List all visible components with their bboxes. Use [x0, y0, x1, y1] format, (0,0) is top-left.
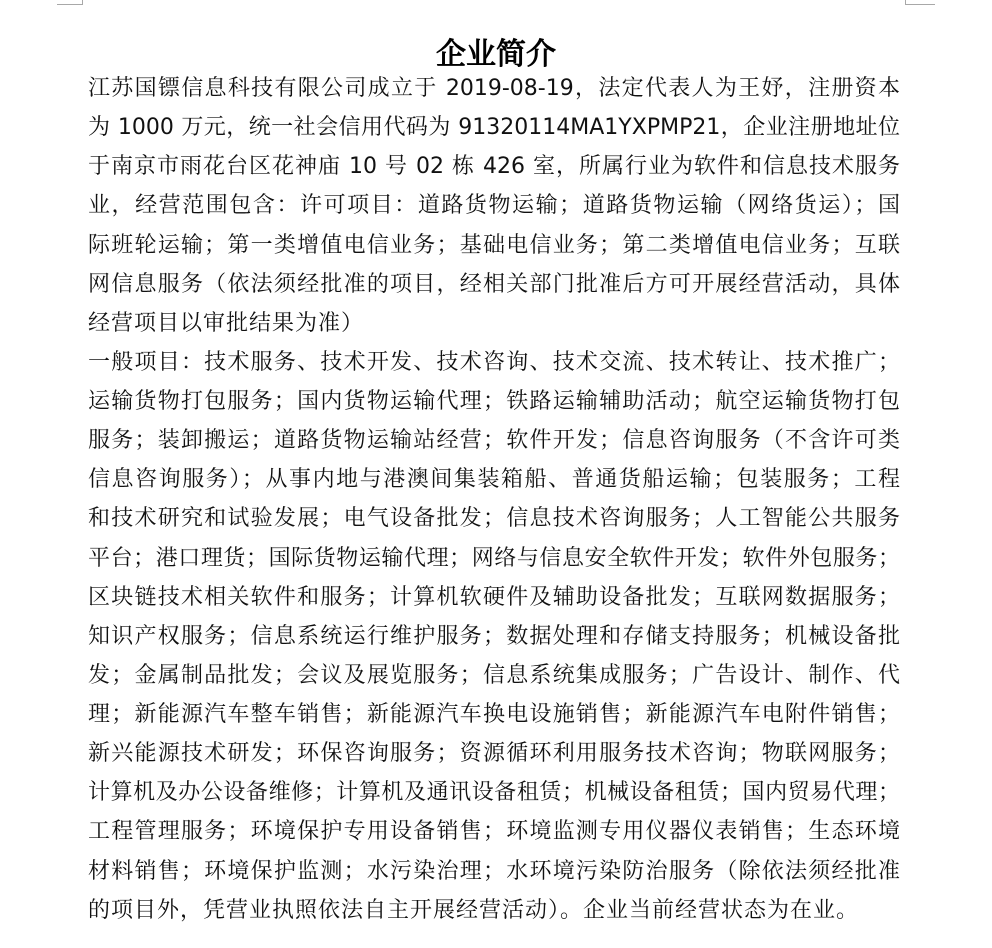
document-body	[88, 69, 900, 930]
paragraph-general-scope	[88, 343, 900, 930]
paragraph-company-info	[88, 69, 900, 343]
body-line: 知识产权服务；信息系统运行维护服务；数据处理和存储支持服务；机械设备批	[88, 623, 900, 649]
corner-mark-top-right-horizontal	[905, 4, 935, 5]
body-line: 理；新能源汽车整车销售；新能源汽车换电设施销售；新能源汽车电附件销售；	[88, 702, 900, 727]
body-line: 发；金属制品批发；会议及展览服务；信息系统集成服务；广告设计、制作、代	[88, 662, 900, 688]
corner-mark-top-left	[82, 0, 83, 5]
body-line: 为 1000 万元，统一社会信用代码为 91320114MA1YXPMP21，企业注册地址位	[88, 115, 900, 141]
body-line: 一般项目：技术服务、技术开发、技术咨询、技术交流、技术转让、技术推广；	[88, 349, 900, 375]
body-line: 服务；装卸搬运；道路货物运输站经营；软件开发；信息咨询服务（不含许可类	[88, 428, 900, 454]
body-line: 网信息服务（依法须经批准的项目，经相关部门批准后方可开展经营活动，具体	[88, 271, 900, 297]
body-line: 工程管理服务；环境保护专用设备销售；环境监测专用仪器仪表销售；生态环境	[88, 819, 900, 845]
body-line: 和技术研究和试验发展；电气设备批发；信息技术咨询服务；人工智能公共服务	[88, 506, 900, 532]
page-title: 企业简介	[436, 37, 556, 73]
body-line: 信息咨询服务）；从事内地与港澳间集装箱船、普通货船运输；包装服务；工程	[88, 467, 900, 493]
body-line: 平台；港口理货；国际货物运输代理；网络与信息安全软件开发；软件外包服务；	[88, 545, 900, 571]
body-line: 际班轮运输；第一类增值电信业务；基础电信业务；第二类增值电信业务；互联	[88, 232, 900, 258]
body-line: 新兴能源技术研发；环保咨询服务；资源循环利用服务技术咨询；物联网服务；	[88, 741, 900, 767]
body-line: 业，经营范围包含：许可项目：道路货物运输；道路货物运输（网络货运）；国	[88, 193, 900, 219]
body-line: 经营项目以审批结果为准）	[88, 310, 365, 336]
body-line: 材料销售；环境保护监测；水污染治理；水环境污染防治服务（除依法须经批准	[88, 858, 900, 884]
body-line: 运输货物打包服务；国内货物运输代理；铁路运输辅助活动；航空运输货物打包	[88, 389, 900, 414]
body-line: 区块链技术相关软件和服务；计算机软硬件及辅助设备批发；互联网数据服务；	[88, 584, 900, 610]
corner-mark-top-left-horizontal	[57, 4, 82, 5]
body-line: 于南京市雨花台区花神庙 10 号 02 栋 426 室，所属行业为软件和信息技术服务	[88, 154, 900, 180]
body-line: 计算机及办公设备维修；计算机及通讯设备租赁；机械设备租赁；国内贸易代理；	[88, 780, 900, 806]
body-line: 江苏国镖信息科技有限公司成立于 2019-08-19，法定代表人为王妤，注册资本	[88, 76, 900, 101]
body-line: 的项目外，凭营业执照依法自主开展经营活动）。企业当前经营状态为在业。	[88, 897, 860, 923]
